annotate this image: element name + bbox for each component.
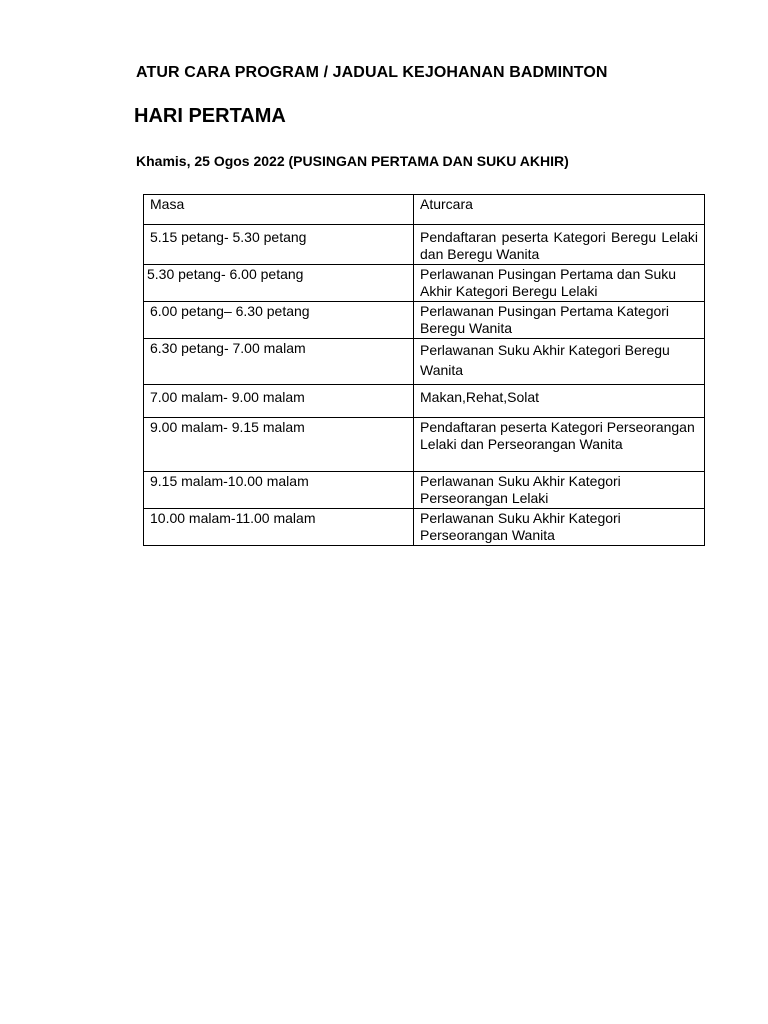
table-row [144, 339, 705, 385]
time-cell: 5.15 petang- 5.30 petang [144, 225, 414, 265]
time-cell: 7.00 malam- 9.00 malam [144, 385, 414, 418]
time-cell: 5.30 petang- 6.00 petang [144, 265, 414, 302]
event-cell: Perlawanan Suku Akhir Kategori Beregu Wanita [414, 339, 705, 385]
event-cell: Perlawanan Suku Akhir Kategori Perseorangan Lelaki [414, 472, 705, 509]
header-masa: Masa [144, 195, 414, 225]
event-cell: Makan,Rehat,Solat [414, 385, 705, 418]
time-cell: 10.00 malam-11.00 malam [144, 509, 414, 546]
event-cell: Perlawanan Suku Akhir Kategori Perseorangan Wanita [414, 509, 705, 546]
event-cell: Pendaftaran peserta Kategori Perseorangan Lelaki dan Perseorangan Wanita [414, 418, 705, 472]
time-cell: 9.15 malam-10.00 malam [144, 472, 414, 509]
date-line: Khamis, 25 Ogos 2022 (PUSINGAN PERTAMA DAN SUKU AKHIR) [136, 153, 569, 169]
table-row [144, 225, 705, 265]
event-cell: Perlawanan Pusingan Pertama Kategori Beregu Wanita [414, 302, 705, 339]
day-heading: HARI PERTAMA [134, 105, 286, 127]
table-row [144, 472, 705, 509]
event-cell: Pendaftaran peserta Kategori Beregu Lelaki dan Beregu Wanita [414, 225, 705, 265]
time-cell: 9.00 malam- 9.15 malam [144, 418, 414, 472]
header-aturcara: Aturcara [414, 195, 705, 225]
document-title: ATUR CARA PROGRAM / JADUAL KEJOHANAN BADMINTON [136, 64, 608, 81]
table-header-row [144, 195, 705, 225]
time-cell: 6.30 petang- 7.00 malam [144, 339, 414, 385]
table-row [144, 418, 705, 472]
table-row [144, 509, 705, 546]
event-cell: Perlawanan Pusingan Pertama dan Suku Akhir Kategori Beregu Lelaki [414, 265, 705, 302]
time-cell: 6.00 petang– 6.30 petang [144, 302, 414, 339]
table-row [144, 302, 705, 339]
table-row [144, 385, 705, 418]
schedule-table [143, 194, 705, 546]
table-row [144, 265, 705, 302]
